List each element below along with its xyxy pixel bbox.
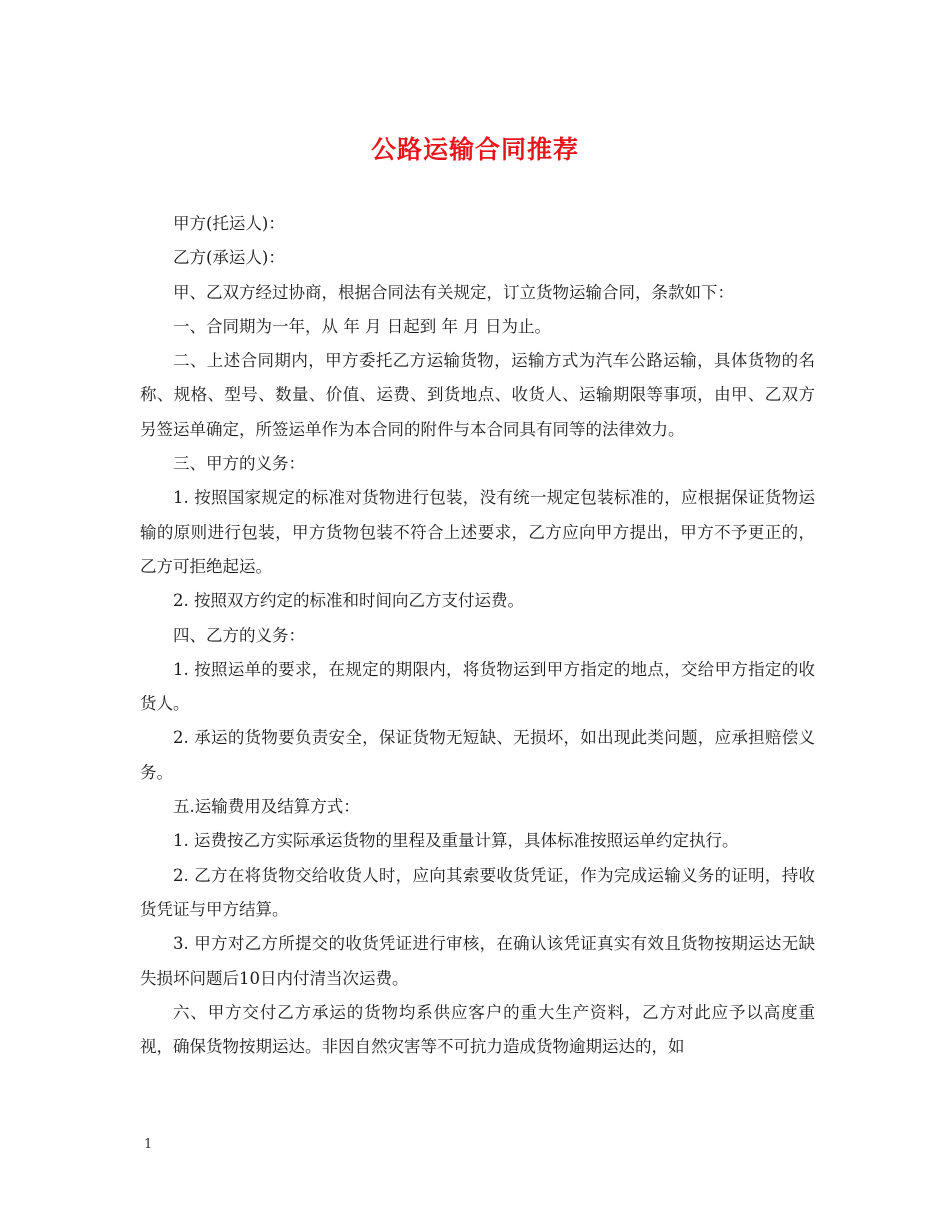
paragraph-clause-1: 一、合同期为一年，从 年 月 日起到 年 月 日为止。 <box>173 316 551 336</box>
paragraph-clause-2: 二、上述合同期内，甲方委托乙方运输货物，运输方式为汽车公路运输，具体货物的名称、规格、型号、数量、价值、运费、到货地点、收货人、运输期限等事项，由甲、乙双方另签运单确定，所签运单作为本合同的附件与本合同具有同等的法律效力。 <box>140 351 815 439</box>
document-body <box>140 207 815 1064</box>
document-title: 公路运输合同推荐 <box>370 135 579 164</box>
paragraph-clause-5-item-3: 3. 甲方对乙方所提交的收货凭证进行审核，在确认该凭证真实有效且货物按期运达无缺失损坏问题后10日内付清当次运费。 <box>140 934 815 988</box>
paragraph-clause-5-item-1: 1. 运费按乙方实际承运货物的里程及重量计算，具体标准按照运单约定执行。 <box>173 831 739 851</box>
paragraph-party-b: 乙方(承运人)： <box>173 248 285 268</box>
paragraph-clause-4-heading: 四、乙方的义务： <box>173 625 305 645</box>
paragraph-clause-3-item-1: 1. 按照国家规定的标准对货物进行包装，没有统一规定包装标准的，应根据保证货物运输的原则进行包装，甲方货物包装不符合上述要求，乙方应向甲方提出，甲方不予更正的，乙方可拒绝起运。 <box>140 488 815 576</box>
paragraph-clause-3-heading: 三、甲方的义务： <box>173 454 305 474</box>
paragraph-party-a: 甲方(托运人)： <box>173 214 285 233</box>
paragraph-clause-6: 六、甲方交付乙方承运的货物均系供应客户的重大生产资料，乙方对此应予以高度重视，确保货物按期运达。非因自然灾害等不可抗力造成货物逾期运达的，如 <box>140 1002 815 1057</box>
paragraph-preamble: 甲、乙双方经过协商，根据合同法有关规定，订立货物运输合同，条款如下： <box>173 282 734 302</box>
page-number: 1 <box>144 1137 153 1152</box>
paragraph-clause-3-item-2: 2. 按照双方约定的标准和时间向乙方支付运费。 <box>173 591 524 611</box>
paragraph-clause-4-item-1: 1. 按照运单的要求，在规定的期限内，将货物运到甲方指定的地点，交给甲方指定的收货人。 <box>140 659 815 714</box>
paragraph-clause-5-heading: 五.运输费用及结算方式： <box>173 797 360 817</box>
paragraph-clause-4-item-2: 2. 承运的货物要负责安全，保证货物无短缺、无损坏，如出现此类问题，应承担赔偿义务。 <box>140 728 815 782</box>
paragraph-clause-5-item-2: 2. 乙方在将货物交给收货人时，应向其索要收货凭证，作为完成运输义务的证明，持收货凭证与甲方结算。 <box>140 865 815 919</box>
